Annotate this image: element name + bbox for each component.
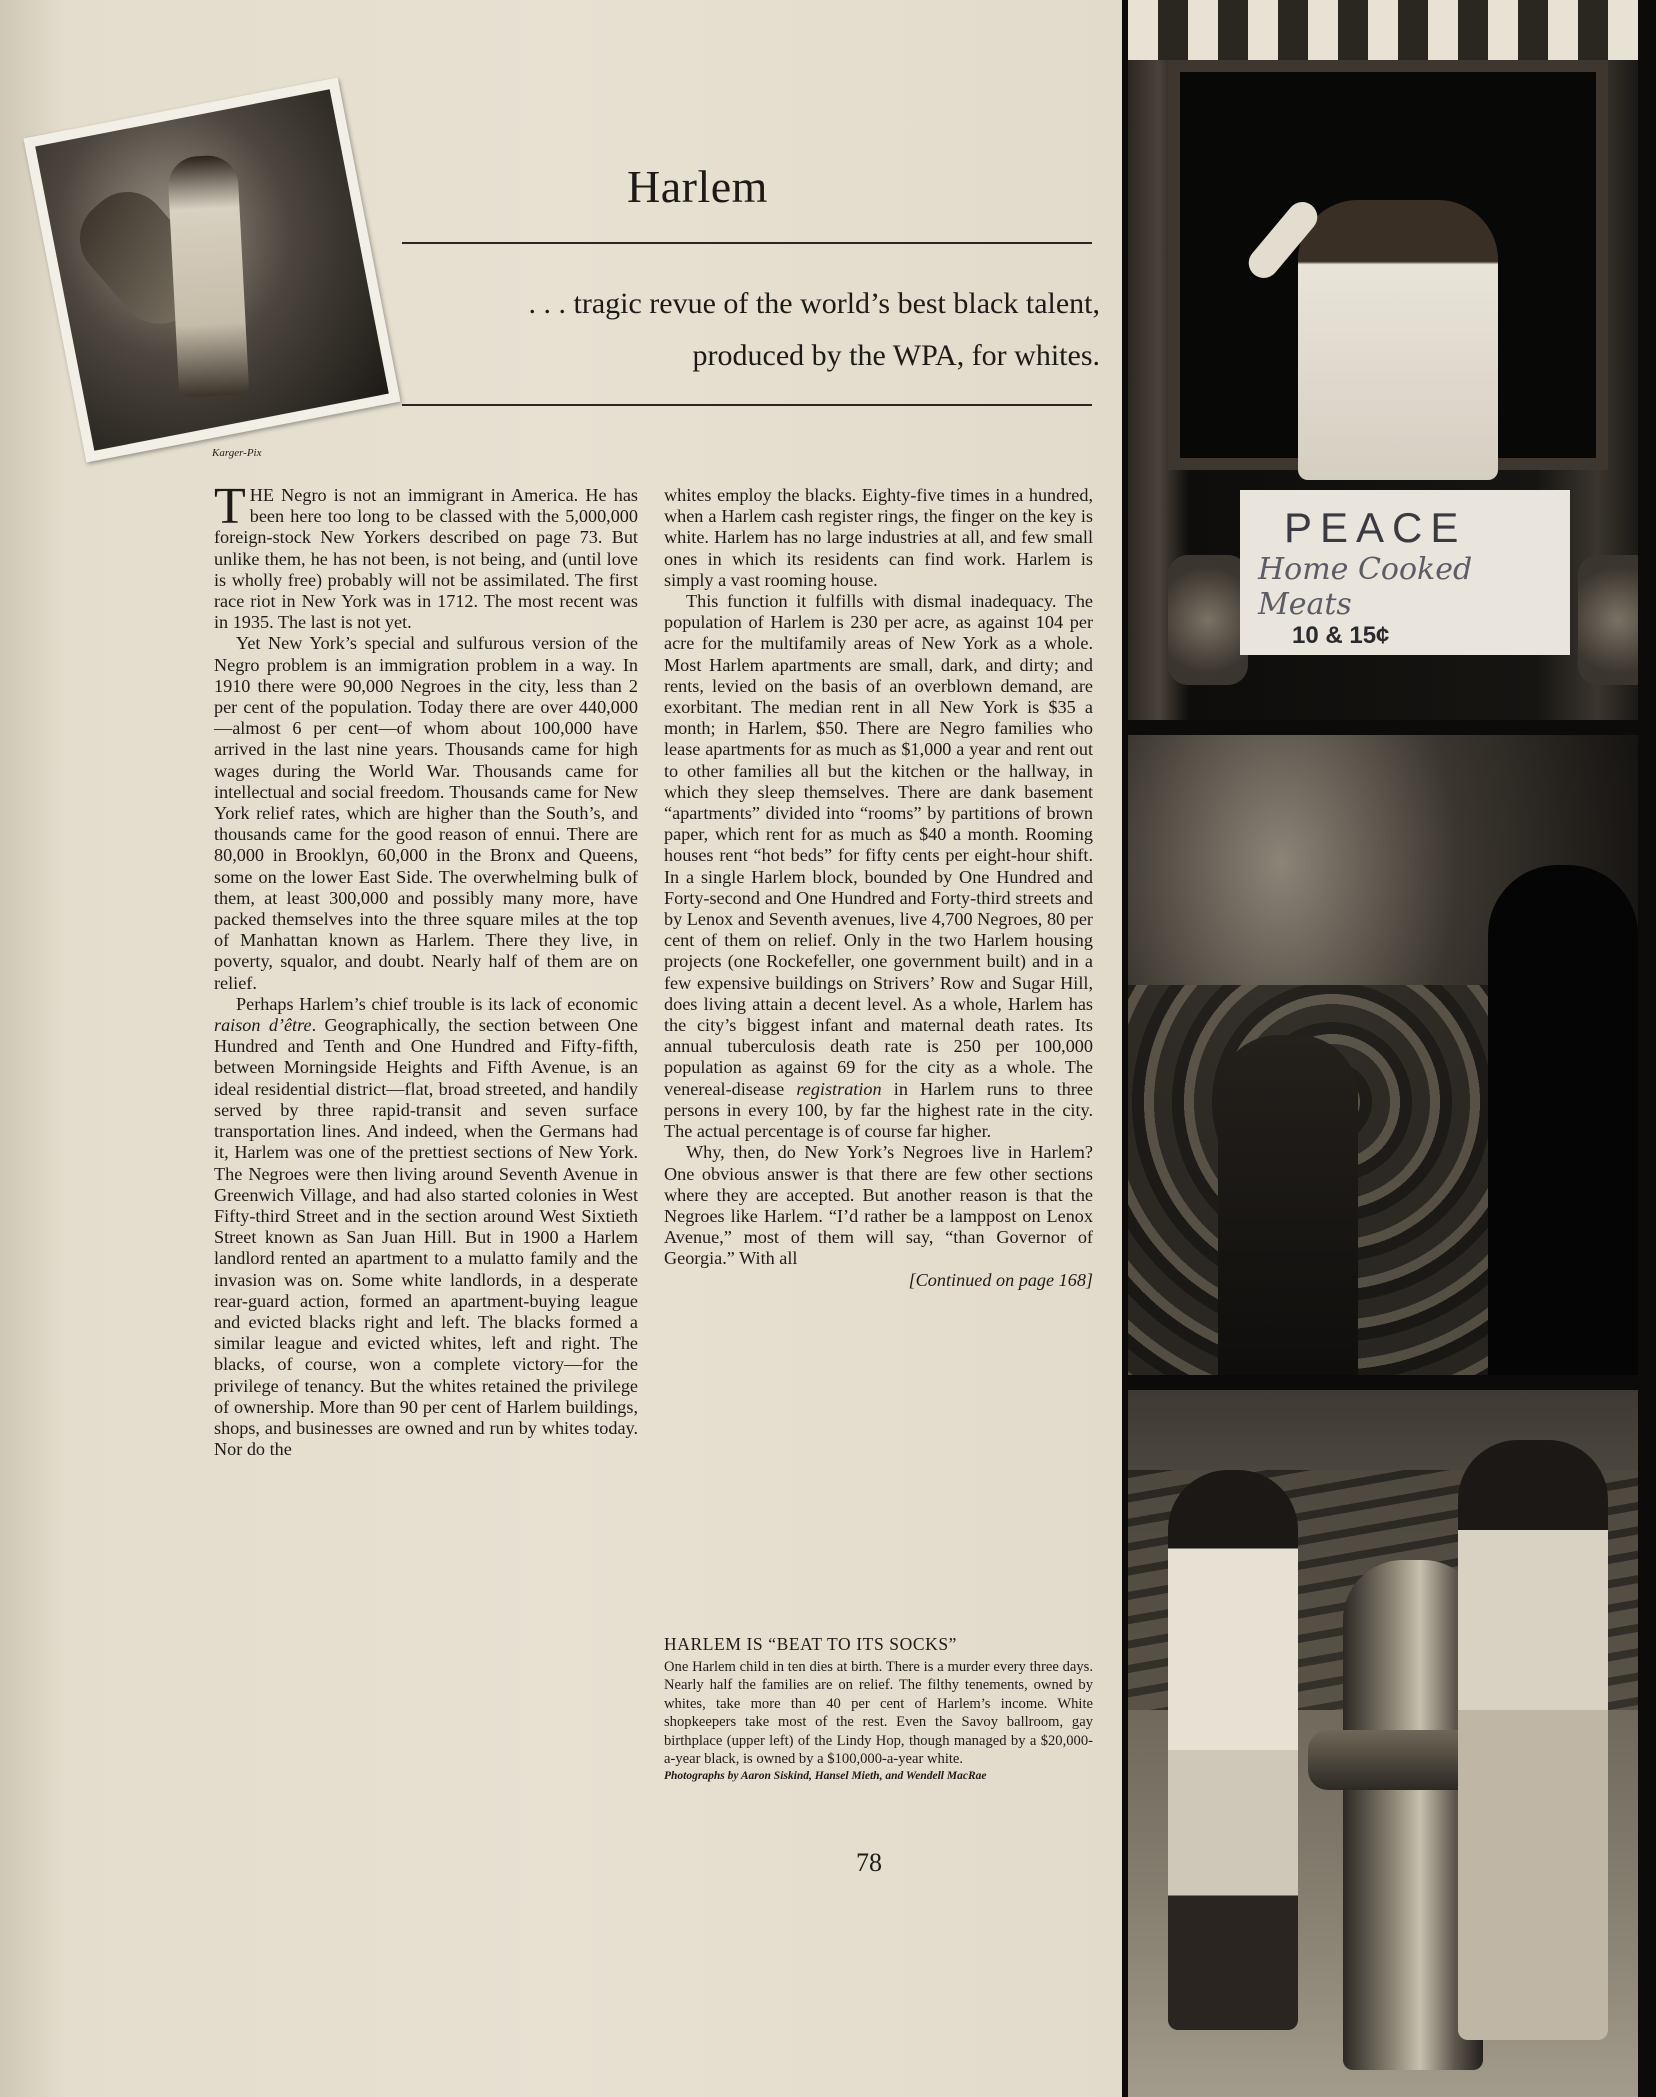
paragraph (214, 994, 638, 1460)
sidebar-heading: HARLEM IS “BEAT TO ITS SOCKS” (664, 1634, 958, 1654)
paragraph-text: HE Negro is not an immigrant in America. He has been here too long to be classed with the 5,000,000 foreign-stock New Yorkers described on page 73. But unlike them, he has not been, is not being, and (until love is wholly free) probably will not be assimilated. The first race riot in New York was in 1712. The most recent was in 1935. The last is not yet. (214, 485, 638, 633)
dancer-figure (167, 154, 249, 397)
drop-cap: T (214, 478, 246, 535)
paragraph-text: Perhaps Harlem’s chief trouble is its lack of economic (236, 993, 638, 1014)
title-rule-bottom (402, 404, 1092, 406)
sidebar-box (664, 1634, 1093, 1782)
dancers-image (35, 89, 389, 451)
paragraph (664, 591, 1093, 1142)
striped-awning (1128, 0, 1638, 60)
page-number: 78 (856, 1848, 882, 1877)
body-column-2 (664, 485, 1093, 1291)
title-rule-top (402, 242, 1092, 244)
photographer-credit: Photographs by Aaron Siskind, Hansel Mieth, and Wendell MacRae (664, 1770, 987, 1783)
paragraph-text: This function it fulfills with dismal inadequacy. The population of Harlem is 230 per acre, as against 104 per acre for the multifamily areas of New York as a whole. Most Harlem apartments are small, dark, and dirty; and rents, levied on the basis of an overblown demand, are exorbitant. The median rent in all New York is $35 a month; in Harlem, $50. There are Negro families who lease apartments for as much as $1,000 a year and rent out to other families all but the kitchen or the hallway, in which they sleep themselves. There are dank basement “apartments” divided into “rooms” by partitions of brown paper, which rent for as much as $40 a month. Rooming houses rent “hot beds” for fifty cents per eight-hour shift. In a single Harlem block, bounded by One Hundred and Forty-second and One Hundred and Forty-third streets and by Lenox and Seventh avenues, live 4,700 Negroes, 80 per cent of them on relief. Only in the two Harlem housing projects (one Rockefeller, one government built) and in a few expensive buildings on Strivers’ Row and Sugar Hill, does living attain a decent level. As a whole, Harlem has the city’s biggest infant and maternal death rates. Its annual tuberculosis death rate is 250 per 100,000 population as against 69 for the city as a whole. The venereal-disease (664, 591, 1093, 1099)
body-column-1 (214, 478, 638, 1460)
peace-shop-sign (1240, 490, 1570, 655)
silhouette-figure (1488, 865, 1638, 1375)
boy-left-figure (1168, 1470, 1298, 2030)
sign-line-meats: Home Cooked Meats (1258, 552, 1473, 622)
paragraph-text: . Geographically, the section between One Hundred and Tenth and One Hundred and Fifty-fifth, between Morningside Heights and Fifth Avenue, is an ideal residential district—flat, broad streeted, and handily served by three rapid-transit and seven surface transportation lines. And indeed, when the Germans had it, Harlem was one of the prettiest sections of New York. The Negroes were then living around Seventh Avenue in Greenwich Village, and had also started colonies in West Fifty-third Street and in the section around West Sixtieth Street known as San Juan Hill. But in 1900 a Harlem landlord rented an apartment to a mulatto family and the invasion was on. Some white landlords, in a desperate rear-guard action, formed an apartment-buying league and evicted blacks right and left. The blacks formed a similar league and evicted whites, left and right. The blacks, of course, won a complete victory—for the privilege of tenancy. But the whites retained the privilege of ownership. More than 90 per cent of Harlem buildings, shops, and businesses are owned and run by whites today. Nor do the (214, 1015, 638, 1460)
sign-line-price: 10 & 15¢ (1292, 622, 1390, 649)
paragraph: Why, then, do New York’s Negroes live in Harlem? One obvious answer is that there are few other sections where they are accepted. But another reason is that the Negroes like Harlem. “I’d rather be a lamppost on Lenox Avenue,” most of them will say, “than Governor of Georgia.” With all (664, 1142, 1093, 1269)
sidebar-body: One Harlem child in ten dies at birth. There is a murder every three days. Nearly half the families are on relief. The filthy tenements, owned by whites, take more than 40 per cent of Harlem’s income. White shopkeepers take most of the rest. Even the Savoy ballroom, gay birthplace (upper left) of the Lindy Hop, though managed by a $20,000-a-year black, is owned by a $100,000-a-year white. (664, 1659, 1093, 1768)
article-subtitle: . . . tragic revue of the world’s best black talent, produced by the WPA, for whites. (528, 287, 1100, 372)
children-hydrant-photo (1128, 1390, 1638, 2097)
italic-phrase: registration (796, 1078, 882, 1099)
ballroom-photo (1128, 735, 1638, 1375)
sign-line-peace: PEACE (1284, 504, 1467, 551)
paragraph: Yet New York’s special and sulfurous version of the Negro problem is an immigration problem in a way. In 1910 there were 90,000 Negroes in the city, less than 2 per cent of the population. Today there are over 440,000—almost 6 per cent—of whom about 100,000 have arrived in the last nine years. Thousands came for high wages during the World War. Thousands came for intellectual and social freedom. Thousands came for New York relief rates, which are higher than the South’s, and thousands came for the good reason of ennui. There are 80,000 in Brooklyn, 60,000 in the Bronx and Queens, some on the lower East Side. The overwhelming bulk of them, at least 300,000 and possibly many more, have packed themselves into the three square miles at the top of Manhattan known as Harlem. There they live, in poverty, squalor, and doubt. Nearly half of them are on relief. (214, 633, 638, 993)
inset-photo-credit: Karger-Pix (212, 447, 262, 459)
boy-right-figure (1458, 1440, 1608, 2040)
article-title: Harlem (627, 161, 768, 212)
butcher-figure (1298, 200, 1498, 480)
stone-carving-right (1578, 555, 1638, 685)
seated-man-figure (1218, 1035, 1358, 1375)
italic-phrase: raison d’être (214, 1015, 312, 1036)
paragraph (214, 478, 638, 633)
lindy-hop-photo (23, 78, 400, 463)
paragraph: whites employ the blacks. Eighty-five times in a hundred, when a Harlem cash register rings, the finger on the key is white. Harlem has no large industries at all, and few small ones in which its residents can find work. Harlem is simply a vast rooming house. (664, 485, 1093, 590)
stone-carving-left (1168, 555, 1248, 685)
butcher-shop-photo (1128, 0, 1638, 720)
continued-jump-line: [Continued on page 168] (908, 1269, 1093, 1290)
paragraph-text: in Harlem runs to three persons in every 100, by far the highest rate in the city. The actual percentage is of course far higher. (664, 1078, 1094, 1142)
